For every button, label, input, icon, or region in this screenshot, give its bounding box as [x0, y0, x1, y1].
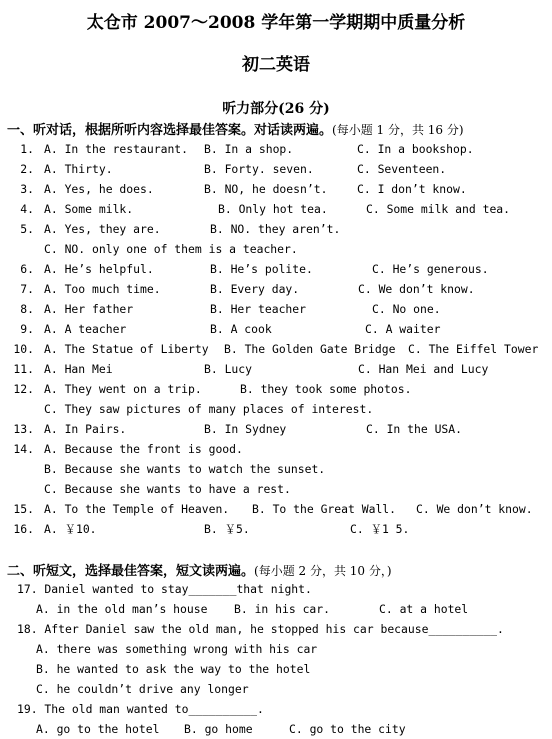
question-number: 15.: [13, 502, 34, 516]
page-title: 太仓市 2007～2008 学年第一学期期中质量分析: [86, 13, 466, 33]
part1-heading-text: 一、听对话，根据所听内容选择最佳答案。对话读两遍。: [7, 123, 333, 138]
part1-note: (每小题 1 分，共 16 分): [332, 123, 464, 137]
option-c: C. We don’t know.: [416, 502, 533, 516]
option-c: C. ￥1 5.: [350, 522, 410, 536]
question-number: 9.: [20, 322, 34, 336]
question-17: [0, 579, 552, 599]
option-a: A. In the restaurant.: [44, 142, 189, 156]
question-10: [0, 339, 552, 359]
option-b: B. In a shop.: [204, 142, 294, 156]
option-b: B. in his car.: [234, 602, 331, 616]
question-14-option-c: [0, 479, 552, 499]
question-18: [0, 619, 552, 639]
option-a: A. Too much time.: [44, 282, 161, 296]
part2-heading: [7, 560, 392, 579]
option-a: A. go to the hotel: [36, 722, 160, 736]
question-number: 4.: [20, 202, 34, 216]
question-5-continued: [0, 239, 552, 259]
option-c: C. No one.: [372, 302, 441, 316]
page-subtitle: 初二英语: [242, 55, 310, 75]
option-a: A. Thirty.: [44, 162, 113, 176]
question-4: [0, 199, 552, 219]
question-number: 5.: [20, 222, 34, 236]
question-18-option-b: [0, 659, 552, 679]
question-11: [0, 359, 552, 379]
option-b: B. he wanted to ask the way to the hotel: [36, 662, 311, 676]
question-15: [0, 499, 552, 519]
option-a: A. in the old man’s house: [36, 602, 208, 616]
question-number: 10.: [13, 342, 34, 356]
option-b: B. Because she wants to watch the sunset.: [44, 462, 326, 476]
option-a: A. Because the front is good.: [44, 442, 243, 456]
option-c: C. I don’t know.: [357, 182, 467, 196]
question-number: 16.: [13, 522, 34, 536]
question-number: 13.: [13, 422, 34, 436]
question-number: 14.: [13, 442, 34, 456]
question-19: [0, 699, 552, 719]
option-b: B. He’s polite.: [210, 262, 313, 276]
question-number: 7.: [20, 282, 34, 296]
option-a: A. Yes, he does.: [44, 182, 154, 196]
option-c: C. The Eiffel Tower: [408, 342, 539, 356]
question-18-option-c: [0, 679, 552, 699]
question-5: [0, 219, 552, 239]
option-b: B. The Golden Gate Bridge: [224, 342, 396, 356]
question-stem: 19. The old man wanted to__________.: [17, 702, 264, 716]
question-9: [0, 319, 552, 339]
part1-heading: [7, 119, 464, 138]
option-b: B. Lucy: [204, 362, 253, 376]
question-number: 1.: [20, 142, 34, 156]
option-b: B. Forty. seven.: [204, 162, 314, 176]
option-b: B. A cook: [210, 322, 272, 336]
option-b: B. NO. they aren’t.: [210, 222, 341, 236]
option-c: C. Han Mei and Lucy: [358, 362, 489, 376]
option-c: C. Some milk and tea.: [366, 202, 511, 216]
option-c: C. NO. only one of them is a teacher.: [44, 242, 298, 256]
option-a: A. Yes, they are.: [44, 222, 161, 236]
option-b: B. Every day.: [210, 282, 300, 296]
option-a: A. ￥10.: [44, 522, 97, 536]
question-number: 11.: [13, 362, 34, 376]
option-a: A. Han Mei: [44, 362, 113, 376]
option-c: C. We don’t know.: [358, 282, 475, 296]
option-c: C. he couldn’t drive any longer: [36, 682, 249, 696]
option-a: A. A teacher: [44, 322, 127, 336]
question-stem: 17. Daniel wanted to stay_______that night.: [17, 582, 312, 596]
option-a: A. there was something wrong with his car: [36, 642, 318, 656]
option-c: C. He’s generous.: [372, 262, 489, 276]
part2-heading-text: 二、听短文，选择最佳答案，短文读两遍。: [7, 564, 255, 579]
option-b: B. Her teacher: [210, 302, 307, 316]
option-b: B. Only hot tea.: [218, 202, 328, 216]
question-number: 3.: [20, 182, 34, 196]
option-c: C. at a hotel: [379, 602, 469, 616]
question-16: [0, 519, 552, 539]
question-2: [0, 159, 552, 179]
question-19-options: [0, 719, 552, 739]
option-b: B. ￥5.: [204, 522, 250, 536]
option-c: C. Seventeen.: [357, 162, 447, 176]
option-c: C. In the USA.: [366, 422, 463, 436]
option-a: A. Her father: [44, 302, 134, 316]
question-3: [0, 179, 552, 199]
option-a: A. In Pairs.: [44, 422, 127, 436]
option-a: A. Some milk.: [44, 202, 134, 216]
question-stem: 18. After Daniel saw the old man, he stopped his car because__________.: [17, 622, 504, 636]
question-17-options: [0, 599, 552, 619]
question-14: [0, 439, 552, 459]
option-c: C. In a bookshop.: [357, 142, 474, 156]
question-number: 2.: [20, 162, 34, 176]
part2-note: (每小题 2 分，共 10 分，): [254, 564, 392, 578]
option-c: C. go to the city: [289, 722, 406, 736]
option-b: B. they took some photos.: [240, 382, 412, 396]
section-title: 听力部分(26 分): [222, 101, 330, 117]
question-number: 6.: [20, 262, 34, 276]
option-a: A. The Statue of Liberty: [44, 342, 209, 356]
question-18-option-a: [0, 639, 552, 659]
option-a: A. To the Temple of Heaven.: [44, 502, 230, 516]
option-c: C. Because she wants to have a rest.: [44, 482, 291, 496]
option-c: C. A waiter: [365, 322, 441, 336]
question-8: [0, 299, 552, 319]
option-a: A. They went on a trip.: [44, 382, 202, 396]
option-a: A. He’s helpful.: [44, 262, 154, 276]
question-13: [0, 419, 552, 439]
question-number: 8.: [20, 302, 34, 316]
question-12-continued: [0, 399, 552, 419]
option-c: C. They saw pictures of many places of interest.: [44, 402, 374, 416]
question-1: [0, 139, 552, 159]
option-b: B. NO, he doesn’t.: [204, 182, 328, 196]
option-b: B. In Sydney: [204, 422, 287, 436]
question-7: [0, 279, 552, 299]
option-b: B. To the Great Wall.: [252, 502, 397, 516]
question-number: 12.: [13, 382, 34, 396]
option-b: B. go home: [184, 722, 253, 736]
question-14-option-b: [0, 459, 552, 479]
question-12: [0, 379, 552, 399]
question-6: [0, 259, 552, 279]
